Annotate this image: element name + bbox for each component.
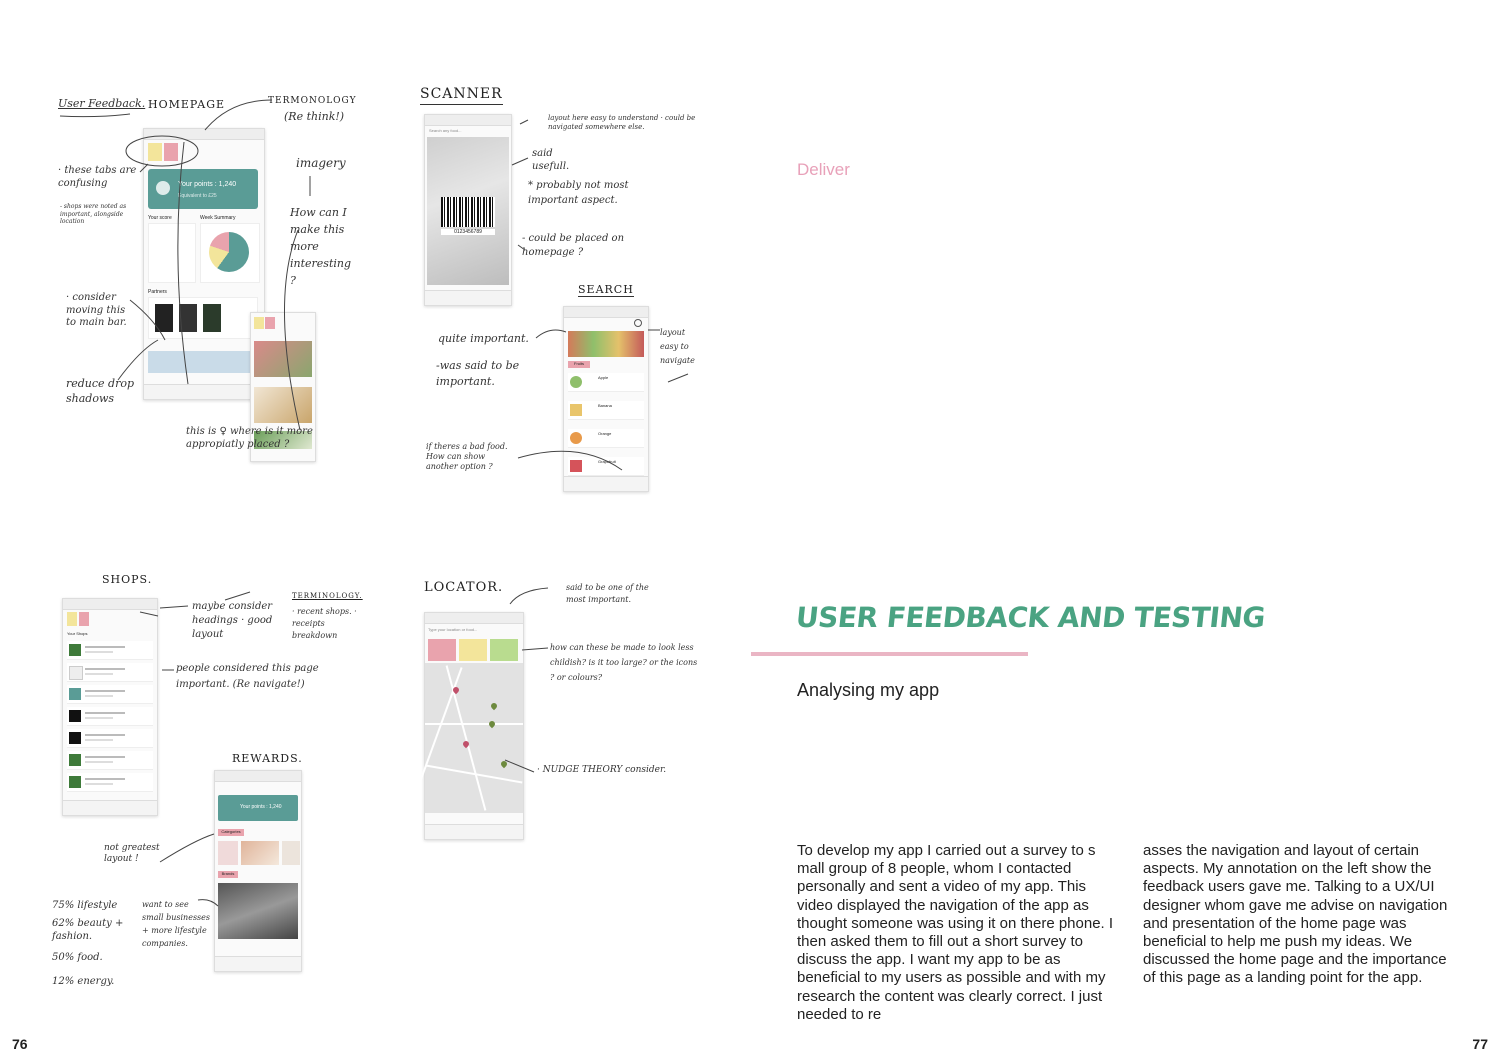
your-score-label: Your score bbox=[148, 215, 172, 221]
homepage-user-feedback-label: User Feedback. bbox=[58, 97, 146, 110]
search-layout-note: layout easy to navigate bbox=[660, 328, 695, 365]
search-item-grapefruit: Grapefruit bbox=[598, 459, 616, 464]
scanner-useful-note: said usefull. bbox=[532, 148, 570, 172]
scanner-probably-note: * probably not most important aspect. bbox=[528, 180, 629, 206]
page-number-left: 76 bbox=[12, 1036, 28, 1052]
rethink-note: (Re think!) bbox=[284, 110, 345, 123]
points-card-sub: Equivalent to £25 bbox=[178, 193, 217, 199]
placement-note: this is ♀ where is it more appropiatly placed ? bbox=[186, 426, 313, 450]
brands-tag: Brands bbox=[218, 871, 238, 878]
rewards-layout-note: not greatest layout ! bbox=[104, 843, 160, 865]
shops-important-note: - shops were noted as important, alongside location bbox=[60, 203, 127, 225]
scanner-sketch-title: SCANNER bbox=[420, 86, 503, 105]
shops-sketch-title: SHOPS. bbox=[102, 573, 153, 586]
rewards-small-note: want to see small businesses + more lifestyle companies. bbox=[142, 900, 210, 948]
points-card-text: Your points : 1,240 bbox=[178, 181, 237, 188]
imagery-note: imagery bbox=[296, 156, 346, 170]
locator-search: Type your location or food... bbox=[428, 627, 478, 632]
scanner-search: Search any food... bbox=[429, 128, 462, 133]
bad-food-note: if theres a bad food. How can show another option ? bbox=[426, 442, 508, 471]
body-text-column-2: asses the navigation and layout of certain aspects. My annotation on the left show the feedback users gave me. Talking to a UX/UI designer whom gave me advise on navigation and presentation of the home page was beneficial to help me push my ideas. We discussed the home page and the importance of this page as a landing point for the app. bbox=[1143, 842, 1448, 987]
locator-childish-note: how can these be made to look less childish? is it too large? or the icons ? or colours? bbox=[550, 643, 698, 682]
search-item-orange: Orange bbox=[598, 431, 612, 436]
how-can-note: How can I make this more interesting ? bbox=[290, 206, 352, 287]
shops-people-note: people considered this page important. (Re navigate!) bbox=[176, 663, 319, 690]
homepage-sketch-title: HOMEPAGE bbox=[148, 98, 226, 111]
subheading: Analysing my app bbox=[797, 680, 940, 700]
search-item-banana: Banana bbox=[598, 403, 612, 408]
search-sketch-title: SEARCH bbox=[578, 283, 634, 296]
shops-terminology-note: TERMINOLOGY. bbox=[292, 592, 363, 600]
body-text-column-1: To develop my app I carried out a survey to s mall group of 8 people, whom I contacted personally and sent a video of my app. This video displayed the navigation of the app as thought someone was using it on there phone. I then asked them to fill out a short survey to discuss the app. I want my app to be as beneficial to my users as possible and with my research the content was clearly correct. I just needed to re bbox=[797, 842, 1114, 1023]
your-shops-label: Your Shops bbox=[67, 631, 88, 636]
rewards-sketch-title: REWARDS. bbox=[232, 752, 303, 765]
scanner-homepage-note: - could be placed on homepage ? bbox=[522, 233, 625, 258]
stat-beauty: 62% beauty + fashion. bbox=[52, 918, 124, 942]
locator-sketch-title: LOCATOR. bbox=[424, 580, 504, 595]
search-item-apple: Apple bbox=[598, 375, 609, 380]
locator-important-note: said to be one of the most important. bbox=[566, 583, 649, 604]
section-label: Deliver bbox=[797, 160, 850, 179]
search-important-note: quite important. bbox=[438, 332, 529, 345]
tabs-confusing-note: · these tabs are confusing bbox=[58, 165, 137, 189]
week-summary-label: Week Summary bbox=[200, 215, 236, 221]
categories-tag: Categories bbox=[218, 829, 244, 836]
search-said-note: -was said to be important. bbox=[436, 359, 520, 388]
heading-divider bbox=[751, 652, 1028, 656]
stat-food: 50% food. bbox=[52, 952, 103, 963]
partners-label: Partners bbox=[148, 289, 167, 295]
section-heading: USER FEEDBACK AND TESTING bbox=[794, 601, 1267, 634]
stat-energy: 12% energy. bbox=[52, 976, 115, 987]
consider-moving-note: · consider moving this to main bar. bbox=[66, 292, 127, 328]
scanner-layout-note: layout here easy to understand · could be navigated somewhere else. bbox=[548, 114, 696, 131]
drop-shadows-note: reduce drop shadows bbox=[66, 377, 135, 405]
page-number-right: 77 bbox=[1472, 1036, 1488, 1052]
fruits-tag: Fruits bbox=[568, 361, 590, 368]
barcode-number: 0123456789 bbox=[441, 229, 495, 235]
nudge-theory-note: · NUDGE THEORY consider. bbox=[537, 765, 667, 775]
stat-lifestyle: 75% lifestyle bbox=[52, 900, 118, 911]
rewards-points-text: Your points : 1,240 bbox=[240, 804, 282, 810]
shops-recent-note: · recent shops. · receipts breakdown bbox=[292, 607, 357, 640]
terminology-note: TERMONOLOGY bbox=[268, 96, 357, 106]
shops-headings-note: maybe consider headings · good layout bbox=[192, 601, 273, 640]
